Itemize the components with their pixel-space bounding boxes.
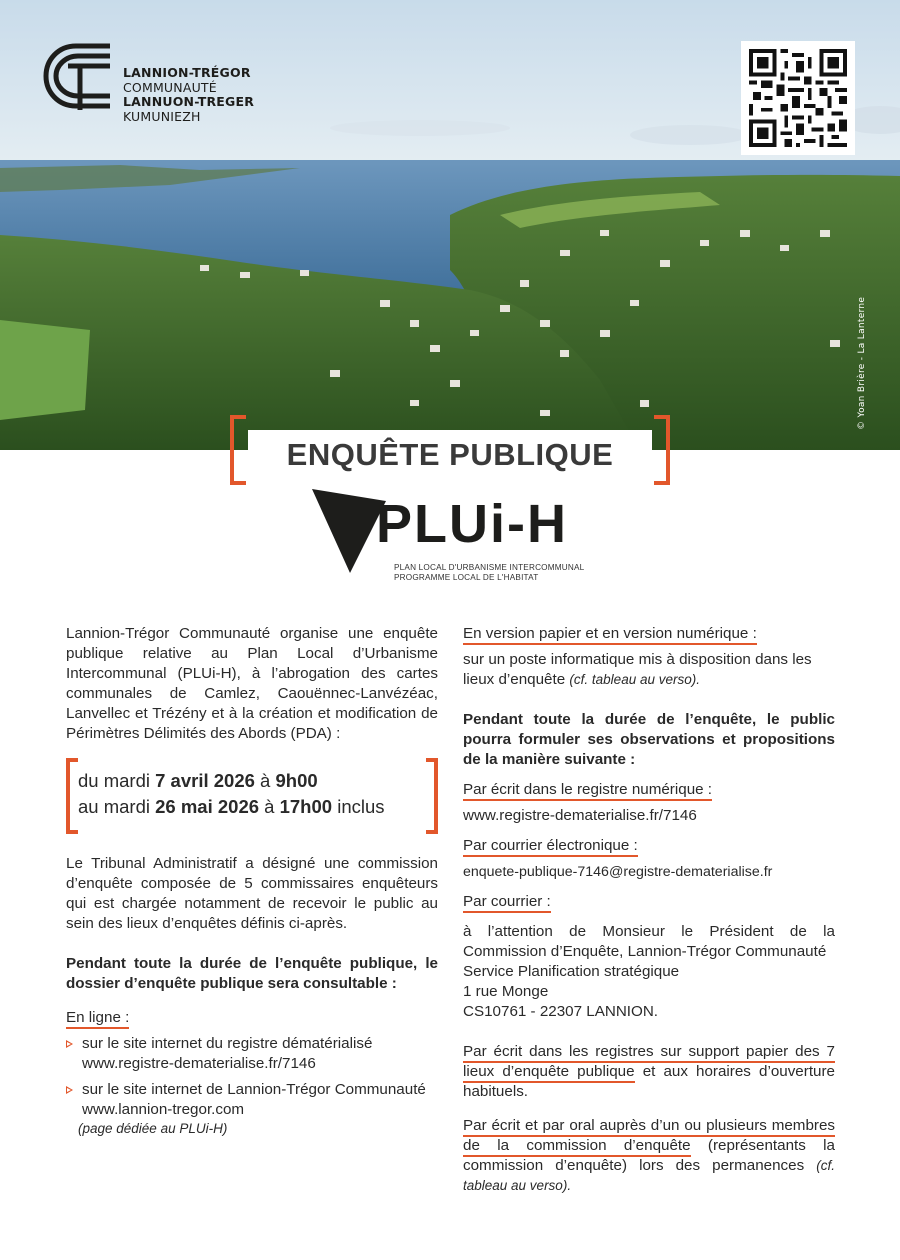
logo-wordmark xyxy=(123,66,254,124)
qr-code-icon xyxy=(749,49,847,147)
intro-paragraph: Lannion-Trégor Communauté organise une enquête publique relative au Plan Local d’Urbanisme Intercommunal (PLUi-H), à l’abrogation des cartes communales de Camlez, Caouënnec-Lanvézéac, Lanvellec et Trézény et à la création et modification de Périmètres Délimités des Abords (PDA) : xyxy=(66,625,438,742)
paper-note: (cf. tableau au verso). xyxy=(569,672,700,687)
consult-heading: Pendant toute la durée de l’enquête publique, le dossier d’enquête publique sera consultable : xyxy=(66,955,438,992)
bullet-triangle-icon xyxy=(66,1086,73,1094)
online-item-registre xyxy=(66,1034,438,1074)
plui-subtitle-line-2: PROGRAMME LOCAL DE L'HABITAT xyxy=(394,572,539,582)
registre-link[interactable]: www.registre-dematerialise.fr/7146 xyxy=(82,1055,316,1072)
date-start-time: 9h00 xyxy=(275,770,318,791)
date-start-at: à xyxy=(260,770,271,791)
date-start xyxy=(66,758,438,794)
logo-line-2: COMMUNAUTÉ xyxy=(123,79,217,95)
oral-text: (représentants la commission d’enquête) lors des permanences xyxy=(463,1137,835,1174)
date-end-time: 17h00 xyxy=(279,796,333,817)
date-end-suffix: inclus xyxy=(337,796,385,817)
title-banner xyxy=(230,415,670,485)
paper-registers-paragraph xyxy=(463,1042,835,1102)
post-city: CS10761 - 22307 LANNION. xyxy=(463,1003,659,1020)
online-label: En ligne : xyxy=(66,1009,129,1029)
plui-subtitle xyxy=(394,563,584,582)
numeric-register-label: Par écrit dans le registre numérique : xyxy=(463,781,712,801)
logo-line-4: KUMUNIEZH xyxy=(123,108,201,124)
online-item-lannion-text: sur le site internet de Lannion-Trégor Communauté xyxy=(82,1081,426,1098)
plui-wordmark: PLUi-H xyxy=(376,494,568,554)
right-column xyxy=(463,624,835,1196)
email-link[interactable]: enquete-publique-7146@registre-dematerialise.fr xyxy=(463,864,773,880)
observations-heading: Pendant toute la durée de l’enquête, le public pourra formuler ses observations et propositions de la manière suivante : xyxy=(463,711,835,768)
online-item-note: (page dédiée au PLUi-H) xyxy=(78,1121,228,1136)
dates-right-bracket xyxy=(426,758,438,834)
lannion-tregor-logo-icon xyxy=(40,40,116,112)
date-start-date: 7 avril 2026 xyxy=(155,770,255,791)
tribunal-paragraph: Le Tribunal Administratif a désigné une commission d’enquête composée de 5 commissaires enquêteurs qui est chargée notamment de recevoir le public au sein des lieux d’enquêtes définis ci-après. xyxy=(66,855,438,932)
date-start-prefix: du mardi xyxy=(78,770,150,791)
paper-paragraph xyxy=(463,650,835,690)
logo-line-1: LANNION-TRÉGOR xyxy=(123,65,251,80)
qr-code[interactable] xyxy=(741,41,855,155)
paper-registers-label: Par écrit dans les registres sur support papier des 7 lieux d’enquête publique xyxy=(463,1043,835,1083)
online-item-registre-text: sur le site internet du registre dématérialisé xyxy=(82,1035,373,1052)
oral-note: (cf. tableau au verso). xyxy=(463,1158,835,1193)
plui-h-logo xyxy=(310,487,600,587)
bullet-triangle-icon xyxy=(66,1040,73,1048)
post-address: à l’attention de Monsieur le Président de la Commission d’Enquête, Lannion-Trégor Communauté xyxy=(463,923,835,960)
post-street: 1 rue Monge xyxy=(463,983,549,1000)
email-label: Par courrier électronique : xyxy=(463,837,638,857)
date-end-date: 26 mai 2026 xyxy=(155,796,260,817)
logo-line-3: LANNUON-TREGER xyxy=(123,94,255,109)
oral-label: Par écrit et par oral auprès d’un ou plusieurs membres de la commission d’enquête xyxy=(463,1117,835,1157)
plui-subtitle-line-1: PLAN LOCAL D'URBANISME INTERCOMMUNAL xyxy=(394,563,585,572)
paper-label: En version papier et en version numérique : xyxy=(463,625,757,645)
post-label: Par courrier : xyxy=(463,893,551,913)
oral-paragraph xyxy=(463,1116,835,1196)
date-end-prefix: au mardi xyxy=(78,796,150,817)
post-service: Service Planification stratégique xyxy=(463,963,680,980)
enquiry-dates xyxy=(66,758,438,834)
left-column xyxy=(66,624,438,1138)
photo-credit: © Yoan Brière - La Lanterne xyxy=(857,296,867,430)
dates-left-bracket xyxy=(66,758,78,834)
date-end-at: à xyxy=(264,796,275,817)
page-title: ENQUÊTE PUBLIQUE xyxy=(286,437,614,472)
paper-text: sur un poste informatique mis à disposition dans les lieux d’enquête xyxy=(463,651,812,688)
lannion-tregor-logo[interactable] xyxy=(40,40,280,130)
date-end xyxy=(66,794,438,820)
paper-registers-text: et aux horaires d’ouverture habituels. xyxy=(463,1063,835,1100)
lannion-link[interactable]: www.lannion-tregor.com xyxy=(82,1101,245,1118)
numeric-register-link[interactable]: www.registre-dematerialise.fr/7146 xyxy=(463,807,697,824)
online-item-lannion xyxy=(66,1080,438,1120)
